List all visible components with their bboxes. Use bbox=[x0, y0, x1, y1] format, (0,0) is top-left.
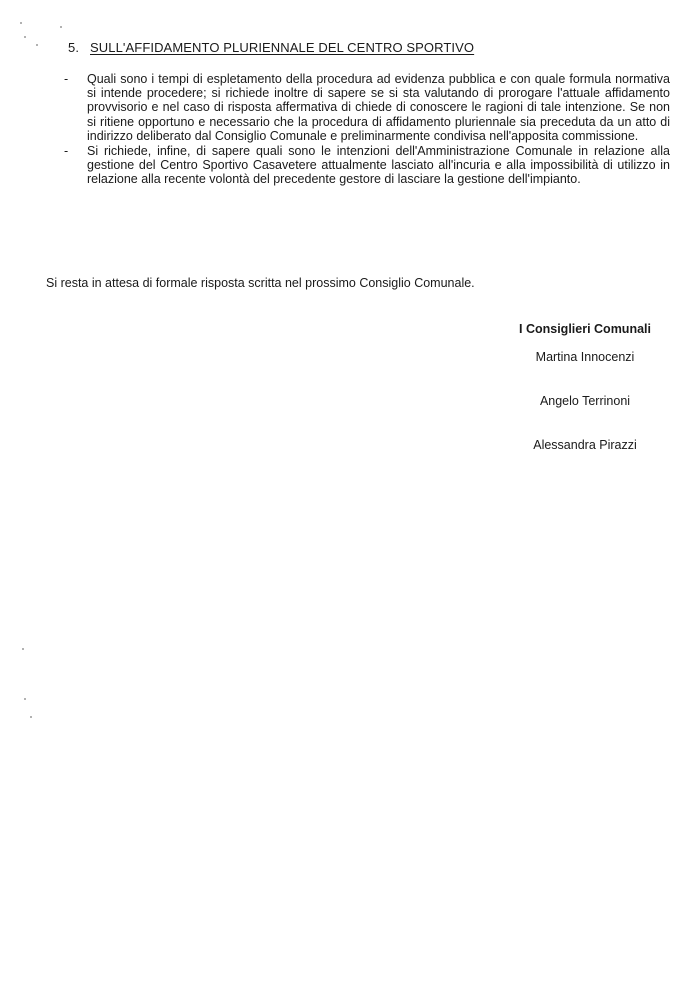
scan-speck bbox=[30, 716, 32, 718]
signatory-name: Alessandra Pirazzi bbox=[533, 438, 637, 452]
section-title: SULL'AFFIDAMENTO PLURIENNALE DEL CENTRO SPORTIVO bbox=[90, 40, 475, 55]
section-heading bbox=[68, 40, 474, 55]
scan-speck bbox=[24, 36, 26, 38]
section-number: 5. bbox=[68, 40, 80, 55]
signature-block bbox=[490, 322, 680, 482]
scan-speck bbox=[20, 22, 22, 24]
signatory-name: Angelo Terrinoni bbox=[539, 394, 631, 408]
scan-speck bbox=[60, 26, 62, 28]
bullet-dash: - bbox=[64, 72, 69, 86]
signatory-name: Martina Innocenzi bbox=[535, 350, 635, 364]
bullet-list bbox=[64, 72, 670, 188]
scan-speck bbox=[36, 44, 38, 46]
list-item bbox=[64, 72, 670, 143]
bullet-text: Quali sono i tempi di espletamento della procedura ad evidenza pubblica e con quale formula normativa si intende procedere; si richiede inoltre di sapere se si sta valutando di prorogare l'attuale affidamento provvisorio e nel caso di risposta affermativa di chiede di conoscere le ragioni di tale intenzione. Se non si ritiene opportuno e necessario che la procedura di affidamento pluriennale sia preceduta da un atto di indirizzo deliberato dal Consiglio Comunale e preliminarmente condivisa nell'apposita commissione. bbox=[87, 72, 670, 143]
scan-speck bbox=[22, 648, 24, 650]
bullet-dash: - bbox=[64, 144, 69, 159]
scan-speck bbox=[24, 698, 26, 700]
list-item bbox=[64, 144, 670, 187]
closing-statement: Si resta in attesa di formale risposta scritta nel prossimo Consiglio Comunale. bbox=[46, 276, 475, 290]
bullet-text: Si richiede, infine, di sapere quali sono le intenzioni dell'Amministrazione Comunale in relazione alla gestione del Centro Sportivo Casavetere attualmente lasciato all'incuria e alla impossibilità di utilizzo in relazione alla recente volontà del precedente gestore di lasciare la gestione dell'impianto. bbox=[87, 144, 670, 187]
signature-heading: I Consiglieri Comunali bbox=[519, 322, 651, 336]
